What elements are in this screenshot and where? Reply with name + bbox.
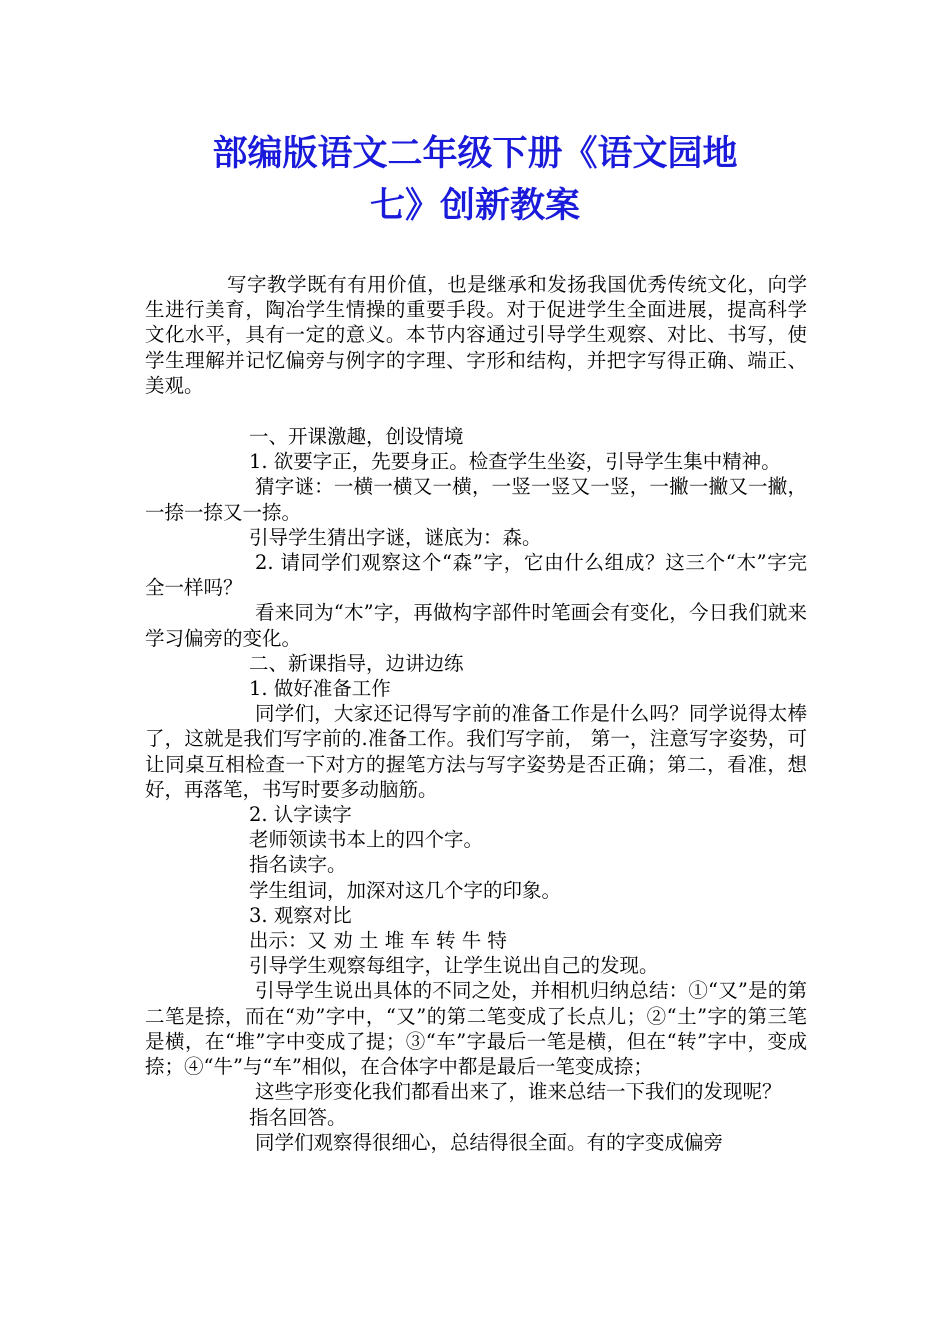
paragraph: 1. 欲要字正，先要身正。检查学生坐姿，引导学生集中精神。 xyxy=(249,450,781,474)
paragraph: 看来同为“木”字，再做构字部件时笔画会有变化，今日我们就来学习偏旁的变化。 xyxy=(145,601,807,650)
paragraph: 指名读字。 xyxy=(249,853,347,877)
paragraph: 引导学生观察每组字，让学生说出自己的发现。 xyxy=(249,954,659,978)
paragraph: 引导学生猜出字谜，谜底为：森。 xyxy=(249,525,542,549)
paragraph: 学生组词，加深对这几个字的印象。 xyxy=(249,878,562,902)
section-heading: 二、新课指导，边讲边练 xyxy=(249,651,464,675)
document-body xyxy=(145,272,807,1155)
subheading: 1. 做好准备工作 xyxy=(249,677,391,701)
paragraph: 猜字谜：一横一横又一横，一竖一竖又一竖，一撇一撇又一撇，一捺一捺又一捺。 xyxy=(145,475,807,524)
paragraph: 2. 请同学们观察这个“森”字，它由什么组成？这三个“木”字完全一样吗？ xyxy=(145,551,807,600)
paragraph: 这些字形变化我们都看出来了，谁来总结一下我们的发现呢？ xyxy=(255,1080,782,1104)
paragraph: 老师领读书本上的四个字。 xyxy=(249,828,484,852)
paragraph: 同学们，大家还记得写字前的准备工作是什么吗？同学说得太棒了，这就是我们写字前的.准备工作。我们写字前， 第一，注意写字姿势，可让同桌互相检查一下对方的握笔方法与写字姿势是否正确；第二，看准，想好，再落笔，书写时要多动脑筋。 xyxy=(145,702,807,801)
subheading: 2. 认字读字 xyxy=(249,803,352,827)
intro-paragraph: 写字教学既有有用价值，也是继承和发扬我国优秀传统文化，向学生进行美育，陶冶学生情操的重要手段。对于促进学生全面进展，提高科学文化水平，具有一定的意义。本节内容通过引导学生观察、对比、书写，使学生理解并记忆偏旁与例字的字理、字形和结构，并把字写得正确、端正、美观。 xyxy=(145,273,807,397)
subheading: 3. 观察对比 xyxy=(249,903,352,927)
paragraph: 引导学生说出具体的不同之处，并相机归纳总结：①“又”是的第二笔是捺，而在“劝”字中，“又”的第二笔变成了长点儿；②“土”字的第三笔是横，在“堆”字中变成了提；③“车”字最后一笔是横，但在“转”字中，变成捺；④“牛”与“车”相似，在合体字中都是最后一笔变成捺； xyxy=(145,979,807,1079)
document-title xyxy=(145,128,805,232)
title-line-2: 七》创新教案 xyxy=(369,186,580,226)
section-heading: 一、开课激趣，创设情境 xyxy=(249,425,464,449)
character-list: 出示：又 劝 土 堆 车 转 牛 特 xyxy=(249,929,507,953)
paragraph: 指名回答。 xyxy=(249,1105,347,1129)
title-line-1: 部编版语文二年级下册《语文园地 xyxy=(212,134,738,174)
paragraph: 同学们观察得很细心，总结得很全面。有的字变成偏旁 xyxy=(255,1130,724,1154)
